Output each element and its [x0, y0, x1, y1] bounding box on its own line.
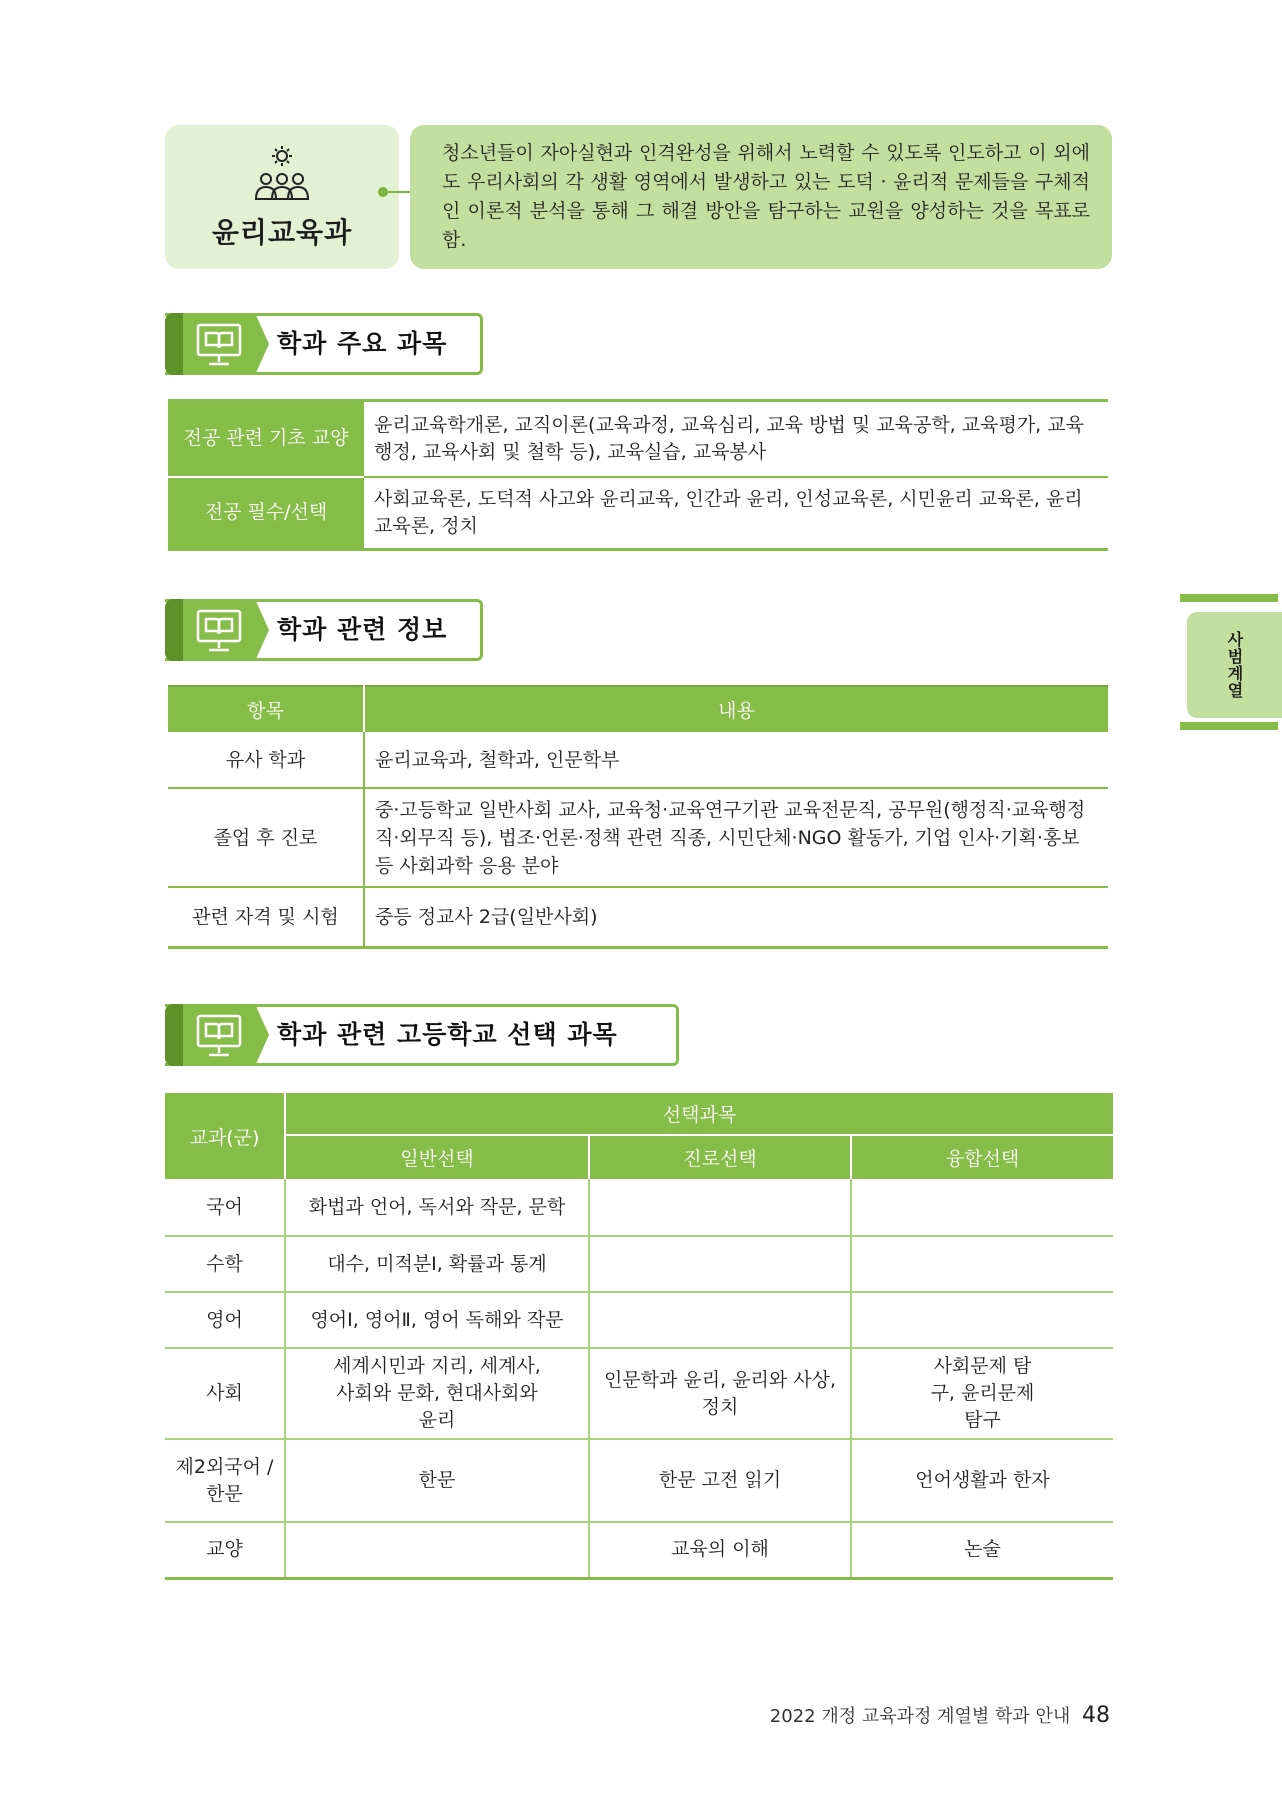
col-header-career: 진로선택: [589, 1135, 851, 1179]
table-row: [165, 1439, 1113, 1522]
table-row: [168, 887, 1108, 947]
cell-fusion: 논술: [851, 1522, 1113, 1578]
cell-career: 한문 고전 읽기: [589, 1439, 851, 1522]
cell-subject: 수학: [165, 1236, 285, 1292]
cell-general: 화법과 언어, 독서와 작문, 문학: [285, 1179, 589, 1236]
table-row: [165, 1522, 1113, 1578]
page-number: 48: [1082, 1703, 1110, 1728]
col-header-subject: 교과(군): [165, 1093, 285, 1179]
department-badge: [165, 125, 399, 269]
table-header-row: [168, 686, 1108, 732]
people-gear-icon: [250, 143, 314, 205]
department-name: 윤리교육과: [211, 216, 353, 249]
row-item: 유사 학과: [168, 732, 364, 788]
col-header-group: 선택과목: [285, 1093, 1113, 1135]
cell-fusion: [851, 1292, 1113, 1348]
related-info-table: [168, 685, 1108, 949]
table-row: [168, 401, 1108, 477]
major-subjects-table: [168, 399, 1108, 551]
cell-career: 교육의 이해: [589, 1522, 851, 1578]
cell-subject: 국어: [165, 1179, 285, 1236]
col-header-fusion: 융합선택: [851, 1135, 1113, 1179]
cell-fusion: [851, 1179, 1113, 1236]
row-content: 중등 정교사 2급(일반사회): [364, 887, 1108, 947]
table-header-row: [165, 1135, 1113, 1179]
row-value: 윤리교육학개론, 교직이론(교육과정, 교육심리, 교육 방법 및 교육공학, 교육평가, 교육행정, 교육사회 및 철학 등), 교육실습, 교육봉사: [364, 401, 1108, 477]
cell-career: [589, 1292, 851, 1348]
cell-general: 영어Ⅰ, 영어Ⅱ, 영어 독해와 작문: [285, 1292, 589, 1348]
table-row: [168, 732, 1108, 788]
table-row: [168, 477, 1108, 550]
cell-subject: 사회: [165, 1348, 285, 1439]
table-row: [165, 1179, 1113, 1236]
section-title: 학과 관련 고등학교 선택 과목: [277, 1020, 618, 1049]
row-value: 사회교육론, 도덕적 사고와 윤리교육, 인간과 윤리, 인성교육론, 시민윤리 교육론, 윤리교육론, 정치: [364, 477, 1108, 550]
table-row: [165, 1348, 1113, 1439]
table-header-row: [165, 1093, 1113, 1135]
cell-general: [285, 1522, 589, 1578]
section-title: 학과 주요 과목: [277, 329, 448, 358]
col-header-content: 내용: [364, 686, 1108, 732]
footer-text: 2022 개정 교육과정 계열별 학과 안내: [769, 1706, 1071, 1727]
department-description: 청소년들이 자아실현과 인격완성을 위해서 노력할 수 있도록 인도하고 이 외에도 우리사회의 각 생활 영역에서 발생하고 있는 도덕 · 윤리적 문제들을 구체적인 이론적 분석을 통해 그 해결 방안을 탐구하는 교원을 양성하는 것을 목표로 함.: [410, 125, 1112, 269]
table-row: [165, 1236, 1113, 1292]
col-header-item: 항목: [168, 686, 364, 732]
cell-career: 인문학과 윤리, 윤리와 사상, 정치: [589, 1348, 851, 1439]
side-tab-label: 사범계열: [1225, 631, 1244, 699]
cell-general: 대수, 미적분Ⅰ, 확률과 통계: [285, 1236, 589, 1292]
side-tab-line-top: [1180, 594, 1278, 602]
cell-fusion: 사회문제 탐구, 윤리문제 탐구: [851, 1348, 1113, 1439]
cell-career: [589, 1236, 851, 1292]
section-heading-hs-subjects: [165, 1004, 679, 1066]
row-item: 졸업 후 진로: [168, 788, 364, 887]
row-label: 전공 관련 기초 교양: [168, 401, 364, 477]
monitor-book-icon: [195, 1013, 243, 1059]
table-row: [165, 1292, 1113, 1348]
side-tab-line-bottom: [1180, 722, 1278, 730]
cell-subject: 교양: [165, 1522, 285, 1578]
row-content: 중·고등학교 일반사회 교사, 교육청·교육연구기관 교육전문직, 공무원(행정직·교육행정직·외무직 등), 법조·언론·정책 관련 직종, 시민단체·NGO 활동가, 기업 인사·기획·홍보 등 사회과학 응용 분야: [364, 788, 1108, 887]
cell-fusion: 언어생활과 한자: [851, 1439, 1113, 1522]
cell-subject: 영어: [165, 1292, 285, 1348]
page-footer: [770, 1702, 1110, 1728]
section-heading-major-subjects: [165, 313, 483, 375]
row-item: 관련 자격 및 시험: [168, 887, 364, 947]
table-row: [168, 788, 1108, 887]
monitor-book-icon: [195, 608, 243, 654]
cell-fusion: [851, 1236, 1113, 1292]
monitor-book-icon: [195, 322, 243, 368]
col-header-general: 일반선택: [285, 1135, 589, 1179]
section-heading-related-info: [165, 599, 483, 661]
connector-dot-left: [378, 187, 388, 197]
cell-general: 한문: [285, 1439, 589, 1522]
row-content: 윤리교육과, 철학과, 인문학부: [364, 732, 1108, 788]
cell-general: 세계시민과 지리, 세계사, 사회와 문화, 현대사회와 윤리: [285, 1348, 589, 1439]
hs-subjects-table: [165, 1093, 1113, 1580]
row-label: 전공 필수/선택: [168, 477, 364, 550]
cell-subject: 제2외국어 /한문: [165, 1439, 285, 1522]
side-tab: [1187, 612, 1282, 718]
section-title: 학과 관련 정보: [277, 615, 448, 644]
cell-career: [589, 1179, 851, 1236]
